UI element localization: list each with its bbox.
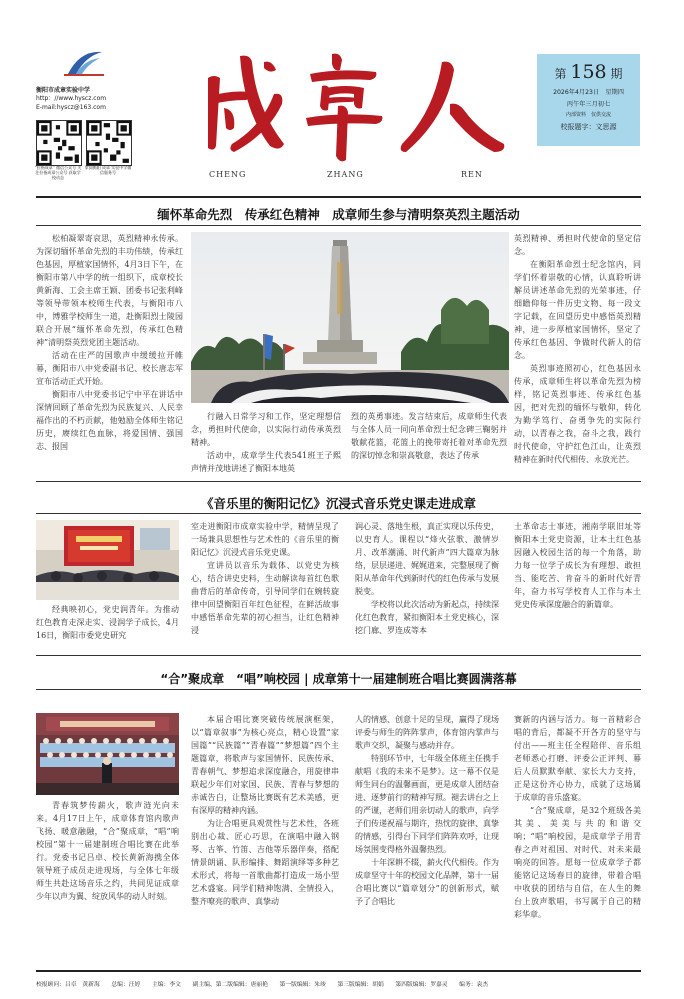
lunar-date: 丙午年三月初七 <box>566 101 611 108</box>
issue-suffix: 期 <box>610 67 623 81</box>
article3-column1 <box>36 799 179 929</box>
article1-column3 <box>351 410 507 472</box>
section-divider <box>36 655 641 656</box>
qr-code-icon <box>36 120 82 166</box>
paragraph: 室走进衡阳市成章实验中学，精情呈现了一场兼具思想性与艺术性的《音乐里的衡阳记忆》沉浸式音乐党史课。 <box>191 522 339 557</box>
article1-column4 <box>514 232 641 471</box>
issue-number: 158 <box>570 61 607 83</box>
issue-date: 2026年4月23日 星期四 <box>553 89 624 96</box>
school-logo-block <box>36 48 136 112</box>
website-link[interactable]: http：//www.hyscz.com <box>36 95 107 102</box>
article2-headline[interactable]: 《音乐里的衡阳记忆》沉浸式音乐党史课走进成章 <box>200 496 476 511</box>
monument-photo-image <box>191 232 509 403</box>
paragraph: 活动在庄严的国歌声中缓缓拉开帷幕，衡阳市八中党委副书记、校长唐志军宣布活动正式开始。 <box>36 351 183 386</box>
qr-code-icon <box>86 120 132 166</box>
article2-column1 <box>36 603 179 643</box>
article2-column4 <box>514 520 641 644</box>
article1-column2 <box>191 410 341 472</box>
issue-prefix: 第 <box>554 67 567 81</box>
qr-code-row <box>34 120 132 180</box>
article1-column1 <box>36 232 183 471</box>
paragraph: 活动中，成章学生代表541班王子熙声情并茂地讲述了衡阳本地英 <box>191 451 341 472</box>
paragraph: 在衡阳革命烈士纪念馆内，同学们怀着崇敬的心情，认真聆听讲解员讲述革命先烈的光荣事迹，仔细瞻仰每一件历史文物、每一段文字记载，在回望历史中感悟英烈精神，进一步厚植家国情怀，坚定了传承红色基因、争做时代新人的信念。 <box>514 260 641 360</box>
article3-column4 <box>514 713 641 957</box>
choir-photo-image <box>36 713 179 795</box>
article1-headline[interactable]: 缅怀革命先烈 传承红色精神 成章师生参与清明祭英烈主题活动 <box>157 207 520 222</box>
masthead-divider <box>36 196 641 198</box>
paragraph: 经典映初心，党史润青年。为推动红色教育走深走实、浸润学子成长，4月16日，衡阳市委党史研究 <box>36 605 179 640</box>
paragraph: 本届合唱比赛突破传统展演框架，以“篇章叙事”为核心亮点，精心设置“家国篇”“民族篇”“青春篇”“梦想篇”四个主题篇章，将歌声与家国情怀、民族传承、青春朝气、梦想追求深度融合，用旋律串联起少年们对家国、民族、青春与梦想的赤诚告白，让整场比赛既有艺术美感，更有深厚的精神内涵。 <box>191 715 339 815</box>
inscription: 校报题字：文思源 <box>560 123 617 131</box>
paragraph: 润心灵、落地生根，真正实现以乐传史，以史育人。课程以“烽火弦歌、激情岁月、改革潮涌、时代新声”四大篇章为脉络，层层递进、娓娓道来，完整展现了衡阳从革命年代到新时代的红色传承与发展脱变。 <box>355 522 499 596</box>
choir-photo <box>36 713 179 795</box>
article3-column3 <box>355 713 499 957</box>
school-name: 衡阳市成章实验中学 <box>36 87 91 94</box>
article1-divider <box>36 225 641 226</box>
article2-column2 <box>191 520 339 644</box>
paragraph: 英烈精神、勇担时代使命的坚定信念。 <box>514 234 641 256</box>
paragraph: 十年深耕不辍，薪火代代相传。作为成章坚守十年的校园文化品牌，第十一届合唱比赛以“篇章划分”的创新形式，赋予了合唱比 <box>355 858 499 906</box>
paragraph: “合”聚成章，是32个班级各美其美、美美与共的和谐交响；“唱”响校园，是成章学子用青春之声对祖国、对时代、对未来最响亮的回答。愿每一位成章学子都能铭记这场春日的旋律，带着合唱中收获的团结与自信，在人生的舞台上放声歌唱，书写属于自己的精彩华章。 <box>514 806 641 919</box>
paragraph: 人的情感、创意十足的呈现，赢得了现场评委与师生的阵阵掌声，体育馆内掌声与歌声交织，凝聚与感动并存。 <box>355 715 499 750</box>
paragraph: 学校将以此次活动为新起点，持续深化红色教育，紧扣衡阳本土党史核心，深挖门廊、罗连成等本 <box>355 600 499 635</box>
paragraph: 行融入日常学习和工作，坚定理想信念，勇担时代使命，以实际行动传承英烈精神。 <box>191 412 341 447</box>
section-divider <box>36 481 641 482</box>
issue-info-box <box>537 54 640 146</box>
paragraph: 衡阳市八中党委书记宁中平在讲话中深情回顾了革命先烈为民族复兴、人民幸福作出的不朽贡献，他勉励全体师生铭记历史，赓续红色血脉，将爱国情、强国志、报国 <box>36 390 183 451</box>
classroom-photo <box>36 520 179 600</box>
pinyin-cheng: CHENG <box>209 170 247 179</box>
pinyin-zhang: ZHANG <box>327 170 364 179</box>
qr-left-caption: “拉指成章” 微信公众号 关注拉指成章公众号 获取学校动态 <box>34 165 82 180</box>
school-logo-icon <box>62 48 106 78</box>
paragraph: 英烈事迹照初心，红色基因永传承，成章师生将以革命先烈为榜样，铭记英烈事迹、传承红色基因，把对先烈的缅怀与敬仰，转化为勤学笃行、奋勇争先的实际行动，以青春之我，奋斗之我，践行时代使命，守护红色江山，让英烈精神在新时代代相传、永放光芒。 <box>514 364 641 464</box>
paper-title <box>180 48 520 163</box>
paragraph: 土革命志士事迹，湘南学联旧址等衡阳本土党史资源，让本土红色基因融入校园生活的每一个角落，助力每一位学子成长为有理想、敢担当、能吃苦、肯奋斗的新时代好青年，奋力书写学校育人工作与本土党史传承深度融合的新篇章。 <box>514 522 641 609</box>
article3-divider <box>36 689 641 690</box>
internal-note: 内部资料 仅供交流 <box>565 112 611 118</box>
qr-right-caption: 掌阅衡阳 成章 实验中学微信服务号 <box>84 165 132 175</box>
staff-credits: 校报顾问：吕卓 黄新海 总编：汪婷 主编：李文 副主编、第二版编辑：唐丽艳 第一版编辑：朱竣 第三版编辑：胡娟 第四版编辑：罗嘉灵 编务：袁杰 <box>36 982 489 988</box>
paragraph: 赛新的内涵与活力。每一首精彩合唱的背后，都凝不开各方的坚守与付出——班主任全程陪伴、音乐组老师悉心打磨、评委公正评判、幕后人员默默奉献、家长大力支持，正是这份齐心协力，成就了这场属于成章的音乐盛宴。 <box>514 715 641 802</box>
classroom-photo-image <box>36 520 179 600</box>
paragraph: 特别环节中，七年级全体班主任携手献唱《我的未来不是梦》。这一幕不仅是师生同台的温馨画面，更是成章人团结奋进、逐梦前行的精神写照。褪去讲台之上的严谨，老师们用亲切动人的歌声，向学子们传递祝福与期许，热忱的旋律、真挚的情感，引得台下同学们阵阵欢呼，让现场氛围变得格外温馨热烈。 <box>355 754 499 854</box>
monument-photo <box>191 232 509 403</box>
paragraph: 为让合唱更具观赏性与艺术性，各班别出心裁、匠心巧思，在演唱中融入钢琴、古筝、竹笛、吉他等乐器伴奏，搭配情景朗诵、队形编排、舞蹈演绎等多种艺术形式，将每一首歌曲都打造成一场小型艺术盛宴。同学们精神饱满、全情投入，整齐嘹亮的歌声、真挚动 <box>191 819 339 906</box>
paragraph: 宣讲员以音乐为载体、以党史为核心，结合讲史史料，生动解读每首红色歌曲背后的革命传奇，引导同学们在婉转旋律中回望衡阳百年红色征程，在鲜活故事中感悟革命先辈的初心担当，让红色精神浸 <box>191 561 339 635</box>
footer-divider <box>36 970 641 972</box>
article3-headline[interactable]: “合”聚成章 “唱”响校园 | 成章第十一届建制班合唱比赛圆满落幕 <box>160 672 517 686</box>
issue-number-line <box>537 61 640 83</box>
paragraph: 松柏凝翠寄哀思，英烈精神永传承。为深切缅怀革命先烈的丰功伟绩，传承红色基因，厚植家国情怀，4月3日下午，在衡阳市第八中学的统一组织下，成章校长黄新海、工会主席王颖、团委书记张利峰等领导带领本校师生代表，与衡阳市八中，博雅学校师生一道，赴衡阳烈士陵园联合开展“缅怀革命先烈，传承红色精神”清明祭英烈党团主题活动。 <box>36 234 183 347</box>
email-text: E-mail:hyscz@163.com <box>36 104 106 111</box>
article2-divider <box>36 513 641 514</box>
paper-title-calligraphy <box>180 48 520 163</box>
article2-column3 <box>355 520 499 644</box>
pinyin-ren: REN <box>461 170 483 179</box>
article3-column2 <box>191 713 339 957</box>
paragraph: 青春筑梦传薪火，歌声涟光向未来。4月17日上午，成章体育馆内歌声飞扬、暖意融融，“合”聚成章，“唱”响校园”第十一届建制班合唱比赛在此举行。党委书记吕卓、校长黄新海携全体领导班子成员走进现场，与全体七年级师生共赴这场音乐之约，共同见证成章少年以声为翼、绽放风华的动人时刻。 <box>36 801 179 901</box>
paragraph: 烈的英勇事迹。发言结束后，成章师生代表与全体人员一同向革命烈士纪念碑三鞠躬并敬献花篮，花篮上的挽带寄托着对革命先烈的深切悼念和崇高敬意，表达了传承 <box>351 412 507 460</box>
